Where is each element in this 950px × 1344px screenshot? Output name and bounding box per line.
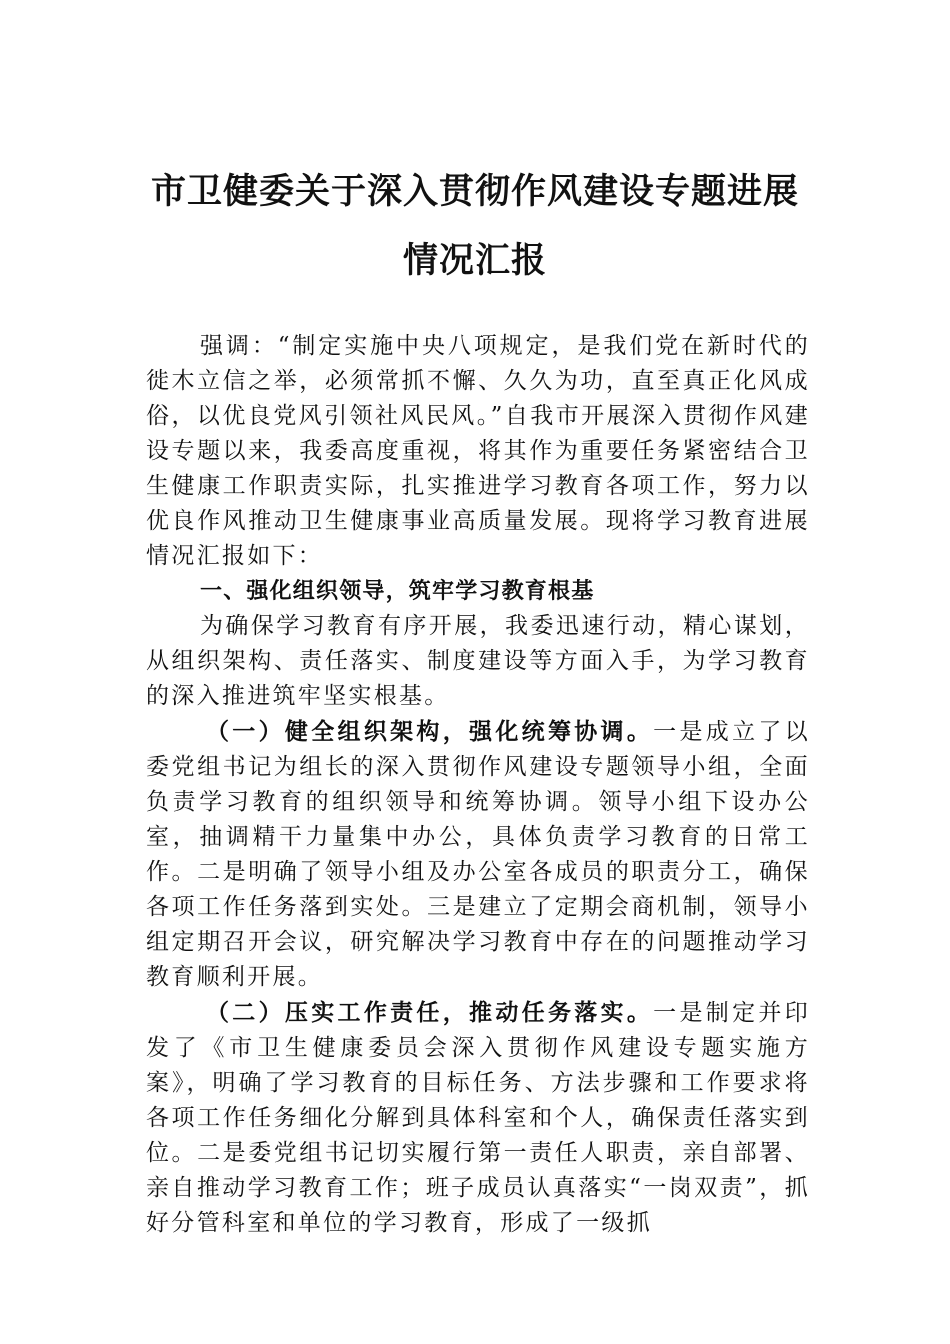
subsection-1-heading: （一）健全组织架构，强化统筹协调。 bbox=[206, 718, 654, 745]
section-1-paragraph: 为确保学习教育有序开展，我委迅速行动，精心谋划，从组织架构、责任落实、制度建设等方面入手，为学习教育的深入推进筑牢坚实根基。 bbox=[146, 613, 810, 709]
subsection-1-text: 一是成立了以委党组书记为组长的深入贯彻作风建设专题领导小组，全面负责学习教育的组织领导和统筹协调。领导小组下设办公室，抽调精干力量集中办公，具体负责学习教育的日常工作。二是明确了领导小组及办公室各成员的职责分工，确保各项工作任务落到实处。三是建立了定期会商机制，领导小组定期召开会议，研究解决学习教育中存在的问题推动学习教育顺利开展。 bbox=[146, 719, 810, 990]
section-1-heading: 一、强化组织领导，筑牢学习教育根基 bbox=[200, 579, 595, 604]
subsection-2-text: 一是制定并印发了《市卫生健康委员会深入贯彻作风建设专题实施方案》，明确了学习教育的目标任务、方法步骤和工作要求将各项工作任务细化分解到具体科室和个人，确保责任落实到位。二是委党组书记切实履行第一责任人职责，亲自部署、亲自推动学习教育工作；班子成员认真落实“一岗双责”，抓好分管科室和单位的学习教育，形成了一级抓 bbox=[146, 1000, 810, 1236]
document-title-line-2: 情况汇报 bbox=[402, 240, 547, 281]
subsection-2-heading: （二）压实工作责任，推动任务落实。 bbox=[206, 999, 654, 1026]
document-body bbox=[146, 329, 810, 1241]
subsection-2-paragraph bbox=[146, 995, 810, 1241]
subsection-1-paragraph bbox=[146, 714, 810, 995]
intro-paragraph: 强调：“制定实施中央八项规定，是我们党在新时代的徙木立信之举，必须常抓不懈、久久为功，直至真正化风成俗，以优良党风引领社风民风。”自我市开展深入贯彻作风建设专题以来，我委高度重视，将其作为重要任务紧密结合卫生健康工作职责实际，扎实推进学习教育各项工作，努力以优良作风推动卫生健康事业高质量发展。现将学习教育进展情况汇报如下： bbox=[146, 333, 810, 569]
document-title-line-1: 市卫健委关于深入贯彻作风建设专题进展 bbox=[150, 171, 799, 212]
